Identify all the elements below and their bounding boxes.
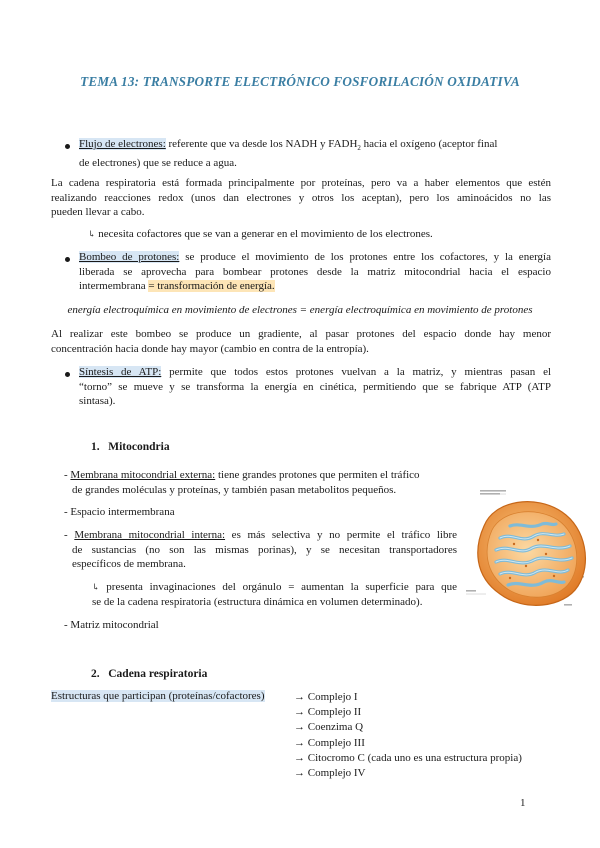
- note-line1: presenta invaginaciones del orgánulo = aumentan la superficie para que: [106, 581, 458, 593]
- item2-text: Espacio intermembrana: [70, 506, 175, 518]
- highlight-transformacion: = transformación de energía.: [148, 280, 275, 293]
- bullet2-line3: intermembrana: [79, 280, 149, 293]
- bullet2-line2: liberada se aprovecha para bombear protones desde la matriz mitocondrial hacia el espacio: [79, 265, 551, 278]
- item3-line3: específicos de membrana.: [72, 558, 186, 571]
- bullet3-line1: permite que todos estos protones vuelvan a la matriz, y mientras pasan el: [161, 366, 552, 378]
- item1-line2: de grandes moléculas y proteínas, y también pasan metabolitos pequeños.: [72, 483, 397, 496]
- bullet-dot: [65, 144, 70, 149]
- estructuras-label: Estructuras que participan (proteínas/cofactores): [51, 690, 265, 702]
- item4-text: Matriz mitocondrial: [70, 619, 159, 631]
- page-number: 1: [520, 797, 526, 809]
- item3-line1: es más selectiva y no permite el tráfico libre: [225, 529, 458, 541]
- term-membrana-externa: Membrana mitocondrial externa:: [70, 469, 216, 481]
- item-espacio-intermembrana: [64, 505, 457, 520]
- item3-line2: de sustancias (no son las mismas porinas), y se necesitan transportadores: [72, 543, 457, 556]
- paragraph-gradiente: [51, 327, 551, 356]
- bullet3-line2: “torno” se mueve y se transforma la energía en cinética, permitiendo que se fabrique ATP (ATP: [79, 380, 551, 393]
- list-complejos: [294, 690, 594, 781]
- label-estructuras: [51, 690, 265, 702]
- list-item: → Citocromo C (cada uno es una estructura propia): [294, 751, 522, 764]
- bullet1-text: referente que va desde los NADH y FADH: [165, 138, 358, 150]
- mitochondrion-illustration: [466, 482, 600, 614]
- return-arrow-icon: ↳: [92, 582, 100, 592]
- return-arrow-icon: ↳: [88, 229, 96, 239]
- item-membrana-externa: [64, 468, 457, 497]
- note-invaginaciones: [92, 580, 457, 609]
- subscript: 2: [357, 144, 361, 153]
- paragraph-cadena: [51, 176, 551, 220]
- bullet1-line2: de electrones) que se reduce a agua.: [79, 156, 237, 169]
- term-membrana-interna: Membrana mitocondrial interna:: [74, 529, 226, 541]
- dash: -: [64, 529, 68, 541]
- item-matriz: [64, 618, 457, 633]
- equation-energia: energía electroquímica en movimiento de electrones = energía electroquímica en movimiento de protones: [67, 304, 533, 316]
- item-membrana-interna: [64, 528, 457, 572]
- section-number: 2.: [91, 668, 100, 680]
- dash: -: [64, 506, 68, 518]
- para1-line: realizando reacciones redox (unos dan electrones y otros los aceptan), pero los aminoácidos no las: [51, 191, 551, 204]
- section-title: Cadena respiratoria: [108, 668, 208, 680]
- bullet-dot: [65, 372, 70, 377]
- term-sintesis: Síntesis de ATP:: [79, 366, 162, 378]
- bullet3-line3: sintasa).: [79, 395, 116, 408]
- section-heading-cadena: [91, 668, 207, 680]
- note-cofactores: [88, 227, 548, 242]
- term-bombeo: Bombeo de protones:: [79, 251, 180, 263]
- note1-text: necesita cofactores que se van a generar en el movimiento de los electrones.: [98, 228, 433, 240]
- term-flujo: Flujo de electrones:: [79, 138, 166, 150]
- bullet-sintesis-atp: [79, 365, 551, 409]
- dash: -: [64, 469, 68, 481]
- section-title: Mitocondria: [108, 441, 170, 453]
- note-line2: se de la cadena respiratoria (estructura dinámica en volumen determinado).: [92, 595, 423, 608]
- para1-line: La cadena respiratoria está formada principalmente por proteínas, pero va a haber elementos que estén: [51, 177, 551, 189]
- para2-line: Al realizar este bombeo se produce un gradiente, al pasar protones del espacio donde hay menor: [51, 328, 551, 340]
- list-item: → Complejo II: [294, 706, 362, 719]
- dash: -: [64, 619, 68, 631]
- list-item: → Complejo III: [294, 736, 365, 749]
- section-number: 1.: [91, 441, 100, 453]
- para1-line: pueden llevar a cabo.: [51, 206, 145, 219]
- list-item: → Coenzima Q: [294, 721, 364, 734]
- list-item: → Complejo I: [294, 691, 358, 703]
- bullet1-text-post: hacia el oxígeno (aceptor final: [360, 138, 498, 150]
- bullet2-line1: se produce el movimiento de los protones entre los cofactores, y la energía: [179, 251, 551, 263]
- bullet-dot: [65, 257, 70, 262]
- bullet-flujo-electrones: [79, 137, 551, 170]
- section-heading-mitocondria: [91, 441, 170, 453]
- para2-line: concentración hacia donde hay mayor (cambio en contra de la entropía).: [51, 342, 369, 355]
- list-item: → Complejo IV: [294, 767, 366, 780]
- item1-line1: tiene grandes protones que permiten el tráfico: [215, 469, 420, 481]
- bullet-bombeo-protones: [79, 250, 551, 294]
- page-title: TEMA 13: TRANSPORTE ELECTRÓNICO FOSFORILACIÓN OXIDATIVA: [80, 74, 520, 89]
